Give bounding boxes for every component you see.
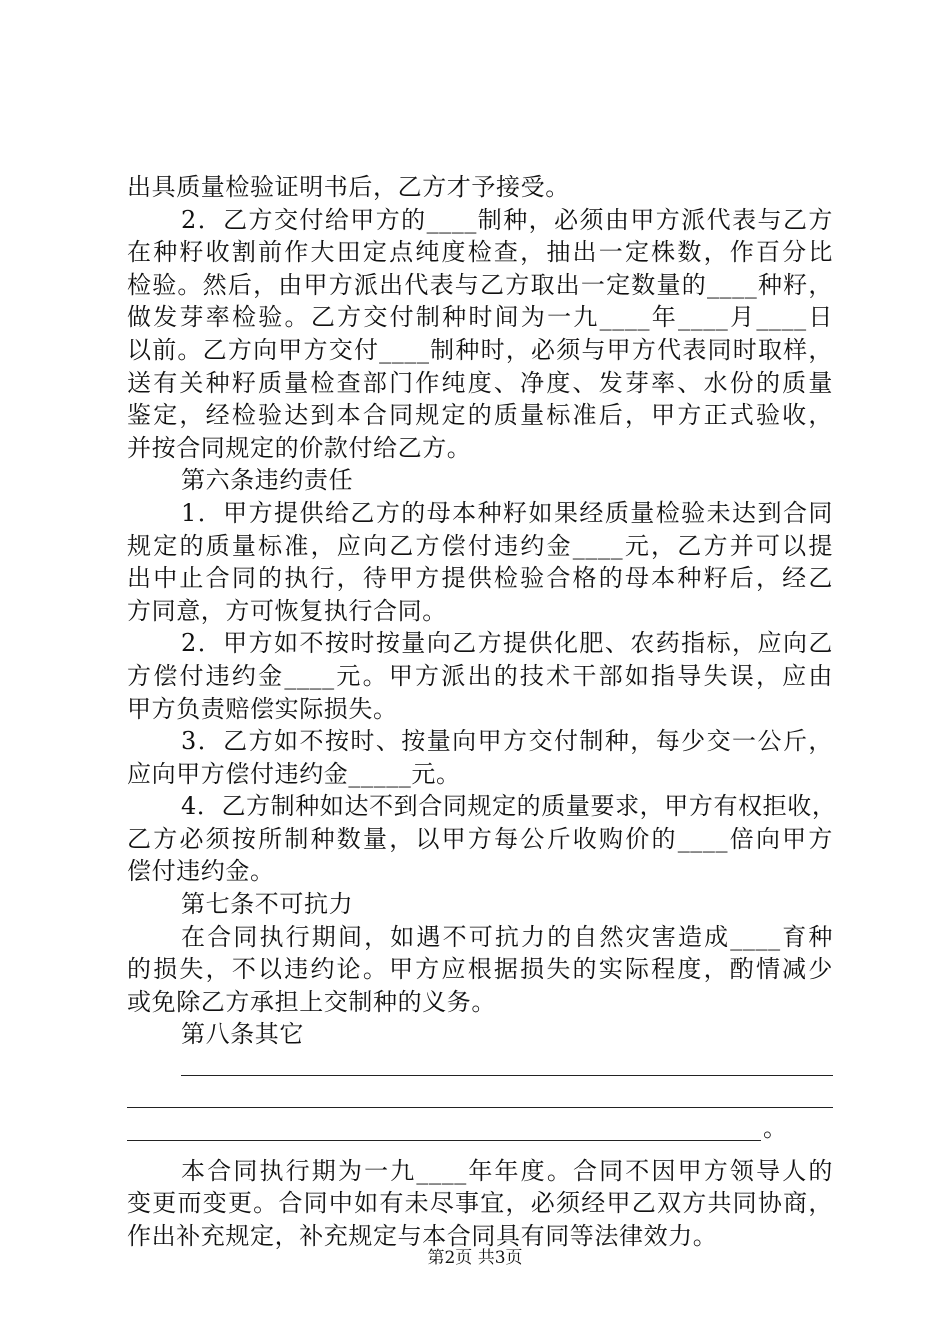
text-line: 应向甲方偿付违约金_____元。 (127, 759, 461, 788)
text-line: 出中止合同的执行，待甲方提供检验合格的母本种籽后，经乙 (127, 564, 833, 593)
text-line: 做发芽率检验。乙方交付制种时间为一九____年____月____日 (127, 303, 833, 332)
text-line: 在种籽收割前作大田定点纯度检查，抽出一定株数，作百分比 (127, 238, 833, 267)
blank-fill-line (127, 1116, 833, 1149)
text-line: 出具质量检验证明书后，乙方才予接受。 (127, 173, 570, 201)
text-line: 以前。乙方向甲方交付____制种时，必须与甲方代表同时取样， (127, 335, 833, 364)
text-line: 在合同执行期间，如遇不可抗力的自然灾害造成____育种 (181, 922, 833, 951)
closing-period: 。 (763, 1114, 788, 1143)
text-line: 变更而变更。合同中如有未尽事宜，必须经甲乙双方共同协商， (127, 1189, 833, 1218)
text-line: 的损失，不以违约论。甲方应根据损失的实际程度，酌情减少 (127, 955, 833, 984)
text-line: 规定的质量标准，应向乙方偿付违约金____元，乙方并可以提 (127, 531, 833, 560)
text-line: 甲方负责赔偿实际损失。 (127, 694, 398, 723)
underline-rule (127, 1140, 761, 1141)
text-line: 并按合同规定的价款付给乙方。 (127, 433, 472, 462)
text-line: 1．甲方提供给乙方的母本种籽如果经质量检验未达到合同 (181, 498, 833, 527)
text-line: 或免除乙方承担上交制种的义务。 (127, 987, 496, 1016)
underline-rule (127, 1107, 833, 1108)
text-line: 2．甲方如不按时按量向乙方提供化肥、农药指标，应向乙 (181, 629, 833, 658)
underline-rule (181, 1075, 833, 1076)
section-heading: 第八条其它 (181, 1020, 304, 1049)
section-heading: 第七条不可抗力 (181, 890, 354, 919)
blank-fill-line (127, 1084, 833, 1117)
text-line: 4．乙方制种如达不到合同规定的质量要求，甲方有权拒收， (181, 792, 837, 821)
text-line: 检验。然后，由甲方派出代表与乙方取出一定数量的____种籽， (127, 270, 833, 299)
text-line: 3．乙方如不按时、按量向甲方交付制种，每少交一公斤， (181, 727, 833, 756)
text-line: 送有关种籽质量检查部门作纯度、净度、发芽率、水份的质量 (127, 368, 833, 397)
section-heading: 第六条违约责任 (181, 466, 354, 495)
text-line: 方同意，方可恢复执行合同。 (127, 596, 447, 625)
page-number: 第2页 共3页 (427, 1248, 523, 1268)
text-line: 鉴定，经检验达到本合同规定的质量标准后，甲方正式验收， (127, 401, 833, 430)
text-line: 方偿付违约金____元。甲方派出的技术干部如指导失误，应由 (127, 661, 833, 690)
text-line: 乙方必须按所制种数量，以甲方每公斤收购价的____倍向甲方 (127, 824, 833, 853)
text-line: 偿付违约金。 (127, 857, 275, 886)
document-body (127, 171, 837, 1253)
text-line: 作出补充规定，补充规定与本合同具有同等法律效力。 (127, 1222, 718, 1250)
text-line: 2．乙方交付给甲方的____制种，必须由甲方派代表与乙方 (181, 205, 833, 234)
blank-fill-line (127, 1051, 833, 1084)
text-line: 本合同执行期为一九____年年度。合同不因甲方领导人的 (181, 1156, 833, 1185)
